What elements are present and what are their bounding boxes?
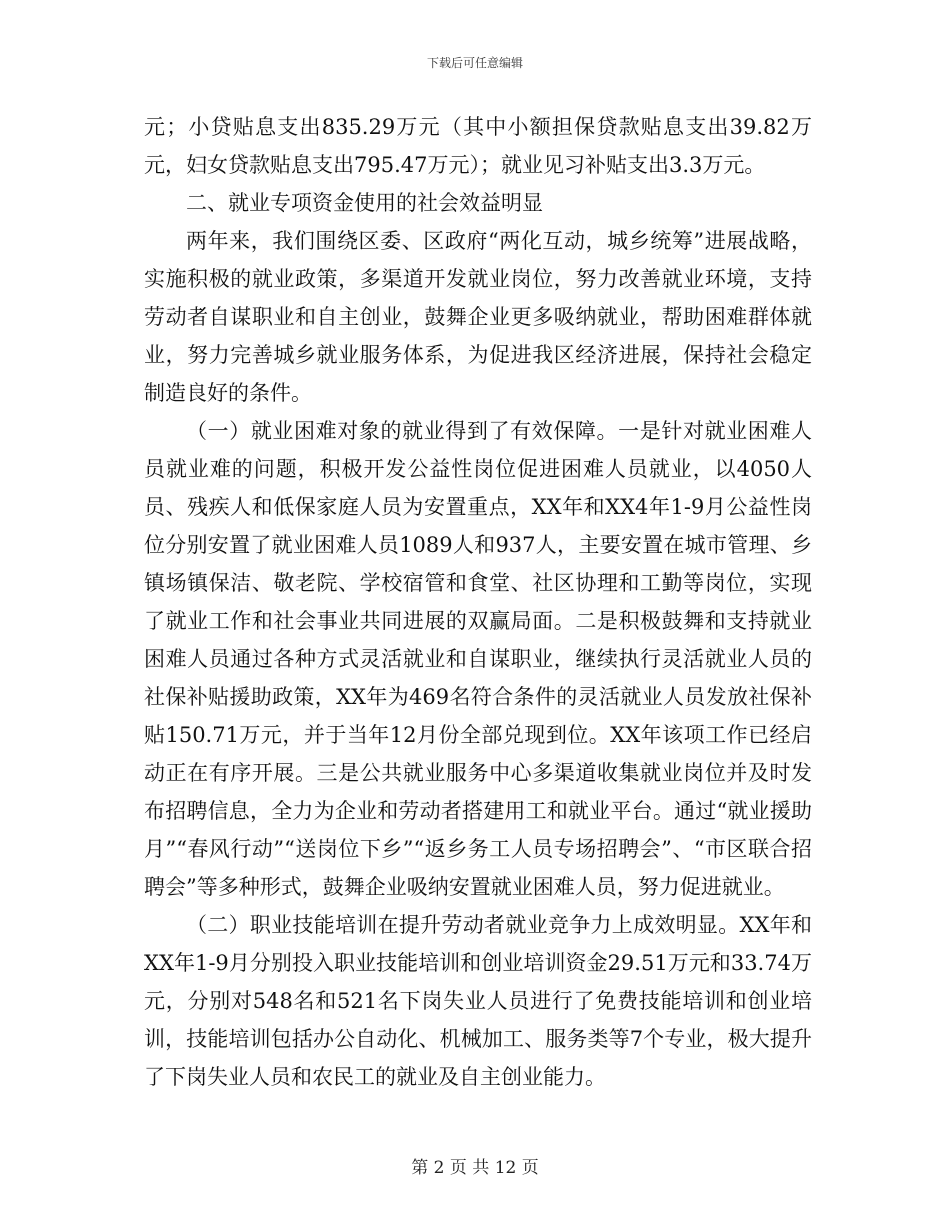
paragraph-skills-training: （二）职业技能培训在提升劳动者就业竞争力上成效明显。XX年和XX年1-9月分别投入职业技能培训和创业培训资金29.51万元和33.74万元，分别对548名和521名下岗失业人员进行了免费技能培训和创业培训，技能培训包括办公自动化、机械加工、服务类等7个专业，极大提升了下岗失业人员和农民工的就业及自主创业能力。 xyxy=(144,913,812,1089)
paragraph-overview: 两年来，我们围绕区委、区政府“两化互动，城乡统筹”进展战略，实施积极的就业政策，多渠道开发就业岗位，努力改善就业环境，支持劳动者自谋职业和自主创业，鼓舞企业更多吸纳就业，帮助困难群体就业，努力完善城乡就业服务体系，为促进我区经济进展，保持社会稳定制造良好的条件。 xyxy=(144,229,812,405)
document-body xyxy=(144,108,812,1096)
section-heading: 二、就业专项资金使用的社会效益明显 xyxy=(186,191,543,215)
page-footer: 第 2 页 共 12 页 xyxy=(411,1158,539,1178)
paragraph-continuation: 元；小贷贴息支出835.29万元（其中小额担保贷款贴息支出39.82万元，妇女贷款贴息支出795.47万元）；就业见习补贴支出3.3万元。 xyxy=(144,115,812,177)
page-header-note: 下载后可任意编辑 xyxy=(426,56,523,70)
paragraph-employment-support: （一）就业困难对象的就业得到了有效保障。一是针对就业困难人员就业难的问题，积极开发公益性岗位促进困难人员就业，以4050人员、残疾人和低保家庭人员为安置重点，XX年和XX4年1-9月公益性岗位分别安置了就业困难人员1089人和937人，主要安置在城市管理、乡镇场镇保洁、敬老院、学校宿管和食堂、社区协理和工勤等岗位，实现了就业工作和社会事业共同进展的双赢局面。二是积极鼓舞和支持就业困难人员通过各种方式灵活就业和自谋职业，继续执行灵活就业人员的社保补贴援助政策，XX年为469名符合条件的灵活就业人员发放社保补贴150.71万元，并于当年12月份全部兑现到位。XX年该项工作已经启动正在有序开展。三是公共就业服务中心多渠道收集就业岗位并及时发布招聘信息，全力为企业和劳动者搭建用工和就业平台。通过“就业援助月”“春风行动”“送岗位下乡”“返乡务工人员专场招聘会”、“市区联合招聘会”等多种形式，鼓舞企业吸纳安置就业困难人员，努力促进就业。 xyxy=(144,419,812,899)
